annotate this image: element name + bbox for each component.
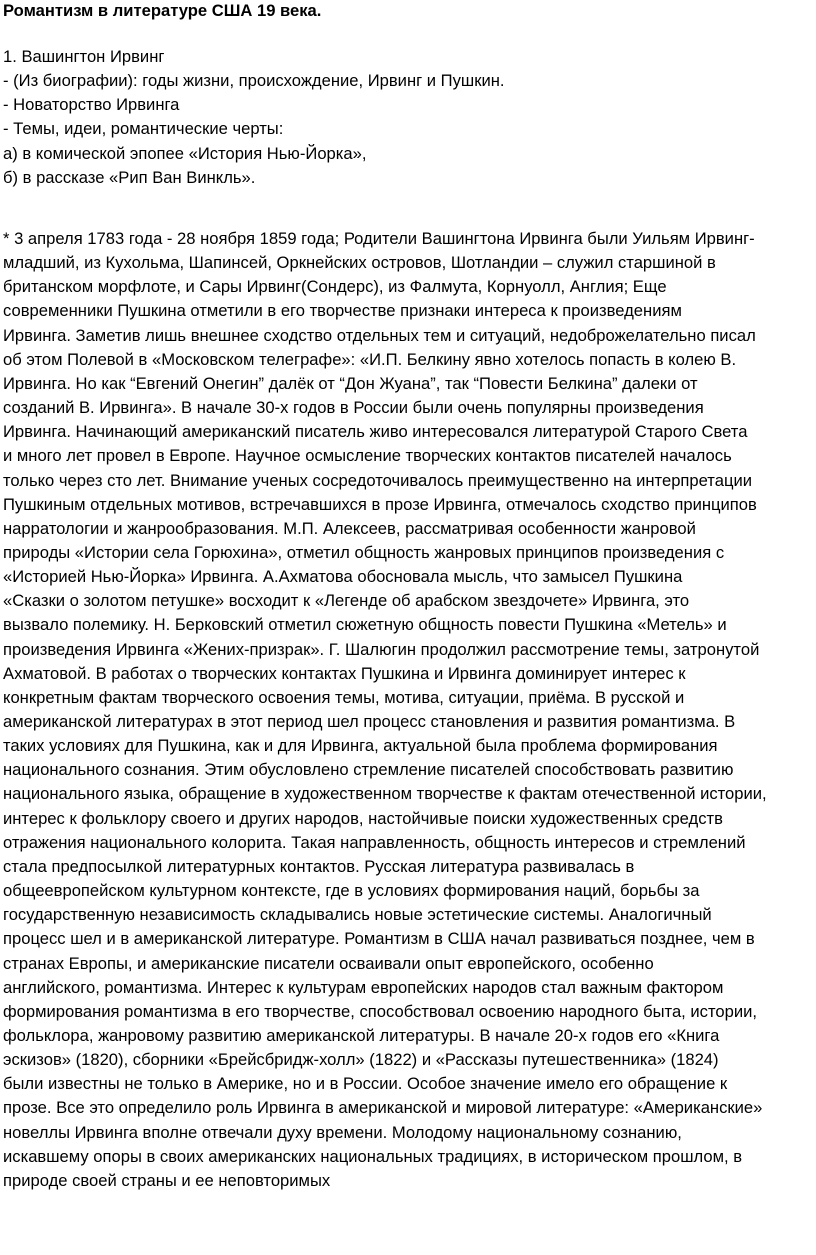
text-line: - Новаторство Ирвинга [3,95,180,115]
text-line: «Историей Нью-Йорка» Ирвинга. А.Ахматова обосновала мысль, что замысел Пушкина [3,567,683,587]
text-line: и много лет провел в Европе. Научное осмысление творческих контактов писателей началось [3,446,732,466]
text-line: таких условиях для Пушкина, как и для Ирвинга, актуальной была проблема формирования [3,736,718,756]
text-line: национального сознания. Этим обусловлено стремление писателей способствовать развитию [3,760,734,780]
text-line: об этом Полевой в «Московском телеграфе»: «И.П. Белкину явно хотелось попасть в колею В. [3,349,737,369]
text-line: странах Европы, и американские писатели осваивали опыт европейского, особенно [3,953,654,973]
text-line: Ирвинга. Но как “Евгений Онегин” далёк от “Дон Жуана”, так “Повести Белкина” далеки от [3,373,698,393]
text-line: младший, из Кухольма, Шапинсей, Оркнейских островов, Шотландии – служил старшиной в [3,253,716,273]
text-line: созданий В. Ирвинга». В начале 30-х годов в России были очень популярны произведения [3,398,704,418]
text-line: произведения Ирвинга «Жених-призрак». Г. Шалюгин продолжил рассмотрение темы, затронутой [3,639,760,659]
text-line: конкретным фактам творческого освоения темы, мотива, ситуации, приёма. В русской и [3,687,685,707]
text-line: современники Пушкина отметили в его творчестве признаки интереса к произведениям [3,301,682,321]
text-line: государственную независимость складывались новые эстетические системы. Аналогичный [3,905,712,925]
text-line: только через сто лет. Внимание ученых сосредоточивалось преимущественно на интерпретации [3,470,752,490]
text-line: - Темы, идеи, романтические черты: [3,119,284,139]
text-line: «Сказки о золотом петушке» восходит к «Легенде об арабском звездочете» Ирвинга, это [3,591,690,611]
text-line: фольклора, жанровому развитию американской литературы. В начале 20-х годов его «Книга [3,1025,720,1045]
text-line: Ахматовой. В работах о творческих контактах Пушкина и Ирвинга доминирует интерес к [3,663,686,683]
text-line: национального языка, обращение в художественном творчестве к фактам отечественной истории, [3,784,767,804]
text-line: формирования романтизма в его творчестве, способствовал освоению народного быта, истории, [3,1001,757,1021]
text-line: были известны не только в Америке, но и в России. Особое значение имело его обращение к [3,1074,728,1094]
text-line: эскизов» (1820), сборники «Брейсбридж-холл» (1822) и «Рассказы путешественника» (1824) [3,1050,719,1070]
text-line: американской литературах в этот период шел процесс становления и развития романтизма. В [3,712,736,731]
text-line: отражения национального колорита. Такая направленность, общность интересов и стремлений [3,832,746,852]
text-line: Ирвинга. Начинающий американский писатель живо интересовался литературой Старого Света [3,422,748,442]
text-line: прозе. Все это определило роль Ирвинга в американской и мировой литературе: «Американские» [3,1098,763,1118]
text-line: вызвало полемику. Н. Берковский отметил сюжетную общность повести Пушкина «Метель» и [3,615,727,635]
text-line: - (Из биографии): годы жизни, происхождение, Ирвинг и Пушкин. [3,71,505,91]
text-line: процесс шел и в американской литературе. Романтизм в США начал развиваться позднее, чем в [3,929,755,949]
text-line: Пушкиным отдельных мотивов, встречавшихся в прозе Ирвинга, отмечалось сходство принципов [3,494,757,514]
text-line: английского, романтизма. Интерес к культурам европейских народов стал важным фактором [3,977,724,997]
text-line: природы «Истории села Горюхина», отметил общность жанровых принципов произведения с [3,542,725,562]
text-line: а) в комической эпопее «История Нью-Йорка», [3,143,367,163]
text-line: общеевропейском культурном контексте, где в условиях формирования наций, борьбы за [3,881,700,901]
text-line: стала предпосылкой литературных контактов. Русская литература развивалась в [3,856,635,876]
document-title: Романтизм в литературе США 19 века. [3,1,322,20]
text-line: британском морфлоте, и Сары Ирвинг(Сондерс), из Фалмута, Корнуолл, Англия; Еще [3,277,667,297]
text-line: искавшему опоры в своих американских национальных традициях, в историческом прошлом, в [3,1146,743,1166]
text-line: Ирвинга. Заметив лишь внешнее сходство отдельных тем и ситуаций, недоброжелательно писал [3,325,756,345]
text-line: природе своей страны и ее неповторимых [3,1170,331,1190]
text-line: интерес к фольклору своего и других народов, настойчивые поиски художественных средств [3,808,723,828]
text-line: * 3 апреля 1783 года - 28 ноября 1859 года; Родители Вашингтона Ирвинга были Уильям Ирвинг- [3,229,755,248]
text-line: новеллы Ирвинга вполне отвечали духу времени. Молодому национальному сознанию, [3,1122,682,1142]
text-line: б) в рассказе «Рип Ван Винкль». [3,167,256,187]
text-line: 1. Вашингтон Ирвинг [3,47,165,66]
text-line: нарратологии и жанрообразования. М.П. Алексеев, рассматривая особенности жанровой [3,518,696,538]
